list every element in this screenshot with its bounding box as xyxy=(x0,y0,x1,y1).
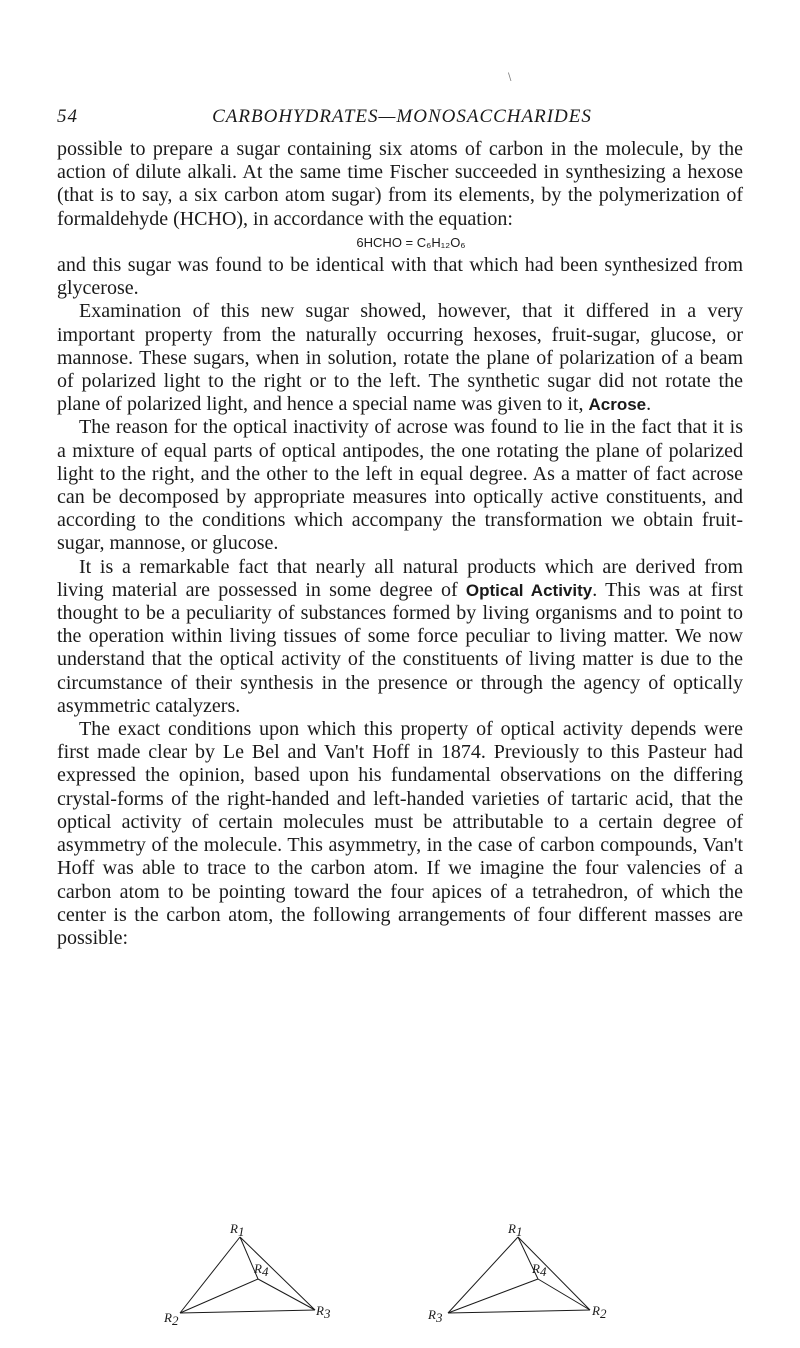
page-number: 54 xyxy=(57,106,78,127)
label-left: R2 xyxy=(164,1310,179,1328)
equation: 6HCHO = C₆H₁₂O₆ xyxy=(356,234,466,250)
paragraph xyxy=(57,300,743,416)
stray-mark: \ xyxy=(508,72,512,83)
paragraph-text: . This was at first thought to be a peculiarity of substances formed by living organisms and to point to the operation within living tissues of some force peculiar to living matter. We now understand that the optical activity of the constituents of living matter is due to the circumstance of their synthesis in the presence or through the agency of optically asymmetric catalyzers. xyxy=(57,578,743,717)
edge xyxy=(518,1237,590,1310)
tetrahedron-figure-1 xyxy=(163,1221,331,1328)
edge xyxy=(448,1237,518,1313)
edge xyxy=(258,1279,315,1310)
page-header xyxy=(57,106,747,132)
label-top: R1 xyxy=(230,1221,245,1239)
paragraph-text: It is a remarkable fact that nearly all natural products which are derived from living material are possessed in some degree of xyxy=(57,555,743,601)
edge xyxy=(180,1237,240,1313)
paragraph: The reason for the optical inactivity of acrose was found to lie in the fact that it is a mixture of equal parts of optical antipodes, the one rotating the plane of polarized light to the right, and the other to the left in equal degree. As a matter of fact acrose can be decomposed by appropriate measures into optically active constituents, and according to the conditions which accompany the transformation we obtain fruit-sugar, mannose, or glucose. xyxy=(57,416,743,555)
label-left: R3 xyxy=(428,1307,443,1325)
edge xyxy=(448,1279,538,1313)
tetrahedron-figures xyxy=(164,1221,640,1328)
paragraph-text: . xyxy=(646,393,652,416)
edge xyxy=(448,1310,590,1313)
label-right: R2 xyxy=(592,1303,607,1321)
label-inner: R4 xyxy=(532,1261,547,1279)
label-right: R3 xyxy=(316,1303,331,1321)
figures-svg xyxy=(164,1221,640,1328)
label-top: R1 xyxy=(508,1221,523,1239)
running-title: CARBOHYDRATES—MONOSACCHARIDES xyxy=(212,106,592,127)
edge xyxy=(180,1310,315,1313)
paragraph xyxy=(57,556,743,718)
term-optical-activity: Optical Activity xyxy=(465,580,593,600)
body-text xyxy=(57,138,743,950)
paragraph: possible to prepare a sugar containing six atoms of carbon in the molecule, by the action of dilute alkali. At the same time Fischer succeeded in synthesizing a hexose (that is to say, a six carbon atom sugar) from its elements, by the polymerization of formaldehyde (HCHO), in accordance with the equation: xyxy=(57,138,743,230)
tetrahedron-figure-2 xyxy=(427,1221,607,1325)
edge xyxy=(180,1279,258,1313)
edge xyxy=(240,1237,315,1310)
term-acrose: Acrose xyxy=(588,395,647,415)
paragraph: The exact conditions upon which this property of optical activity depends were first made clear by Le Bel and Van't Hoff in 1874. Previously to this Pasteur had expressed the opinion, based upon his fundamental observations on the differing crystal-forms of the right-handed and left-handed varieties of tartaric acid, that the optical activity of certain molecules must be attributable to a certain degree of asymmetry of the molecule. This asymmetry, in the case of carbon compounds, Van't Hoff was able to trace to the carbon atom. If we imagine the four valencies of a carbon atom to be pointing toward the four apices of a tetrahedron, of which the center is the carbon atom, the following arrangements of four different masses are possible: xyxy=(57,718,743,949)
paragraph-text: Examination of this new sugar showed, however, that it differed in a very important property from the naturally occurring hexoses, fruit-sugar, glucose, or mannose. These sugars, when in solution, rotate the plane of polarization of a beam of polarized light to the right or to the left. The synthetic sugar did not rotate the plane of polarized light, and hence a special name was given to it, xyxy=(57,300,743,416)
label-inner: R4 xyxy=(254,1261,269,1279)
paragraph: and this sugar was found to be identical with that which had been synthesized from glycerose. xyxy=(57,254,743,300)
